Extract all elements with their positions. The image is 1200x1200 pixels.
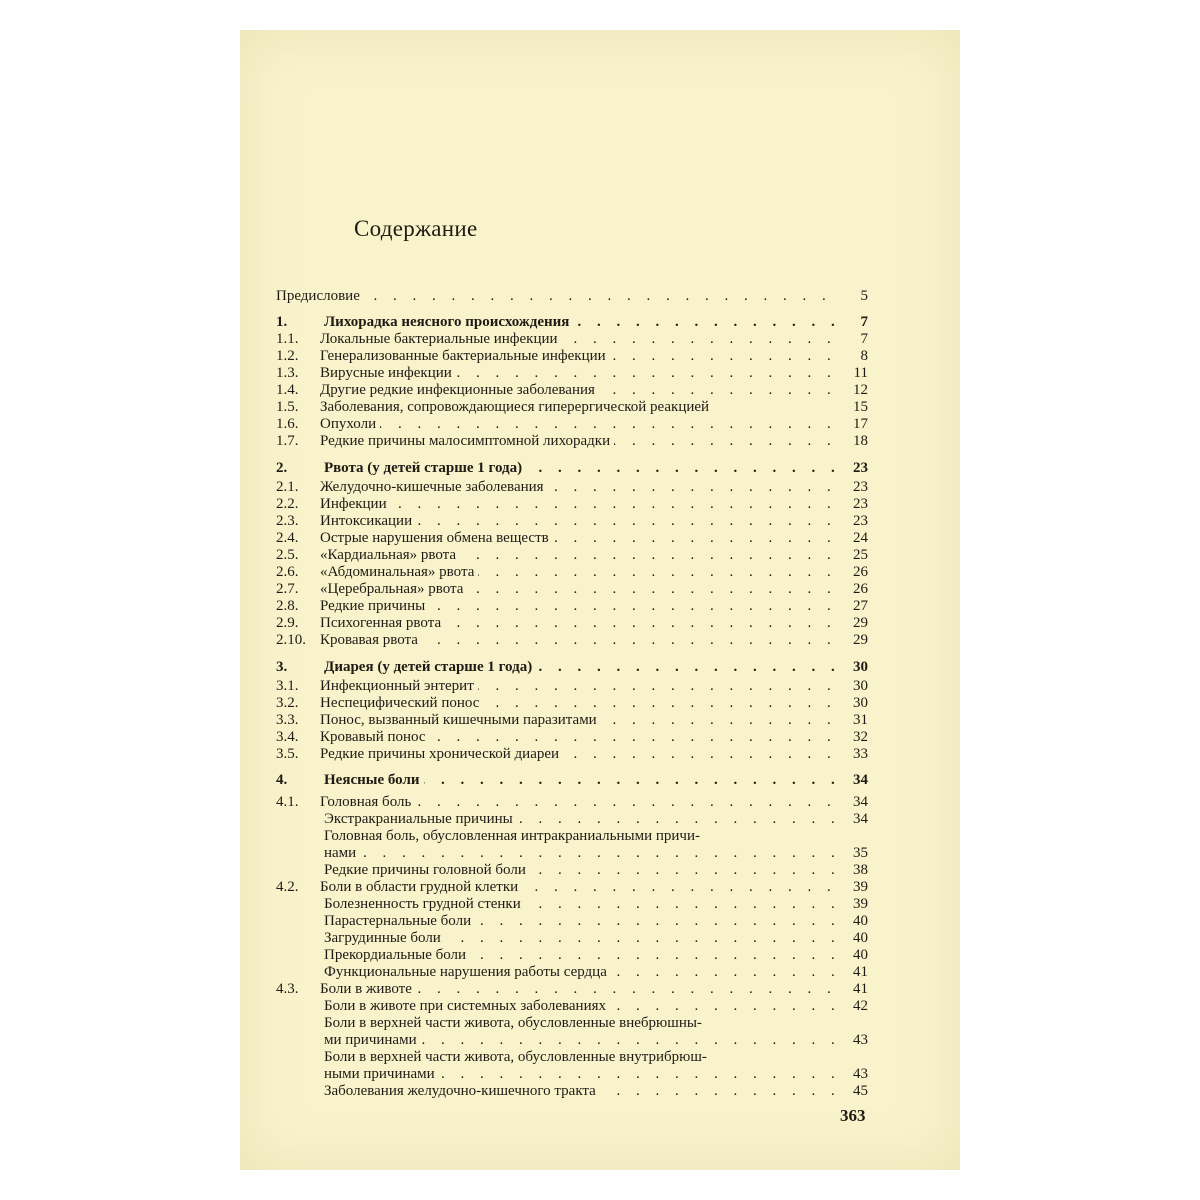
page-title: Содержание [354,216,478,241]
toc-entry: ми причинами . . . 43 [276,1032,868,1049]
toc-entry: 1.4. Другие редкие инфекционные заболевания . . . 12 [276,382,868,399]
toc-entry: Головная боль, обусловленная интракраниальными причи- [276,828,868,845]
toc-entry: Экстракраниальные причины . . . 34 [276,811,868,828]
toc-entry: 2.6. «Абдоминальная» рвота . . . 26 [276,564,868,581]
toc-entry: Болезненность грудной стенки . . . 39 [276,896,868,913]
toc-entry: 2.8. Редкие причины . . . 27 [276,598,868,615]
toc-entry: Прекордиальные боли . . . 40 [276,947,868,964]
toc-chapter: 3. Диарея (у детей старше 1 года) . . . 30 [276,659,868,676]
toc-entry: 3.4. Кровавый понос . . . 32 [276,729,868,746]
toc-entry: 4.2. Боли в области грудной клетки . . . 39 [276,879,868,896]
toc-entry: 1.2. Генерализованные бактериальные инфекции . . . 8 [276,348,868,365]
toc-entry: Боли в животе при системных заболеваниях . . . 42 [276,998,868,1015]
toc-chapter: 2. Рвота (у детей старше 1 года) . . . 23 [276,460,868,477]
toc-entry: 1.3. Вирусные инфекции . . . 11 [276,365,868,382]
toc-entry: Боли в верхней части живота, обусловленные внебрюшны- [276,1015,868,1032]
toc-entry: 2.5. «Кардиальная» рвота . . . 25 [276,547,868,564]
toc-entry: 3.5. Редкие причины хронической диареи . . . 33 [276,746,868,763]
toc-entry: нами . . . 35 [276,845,868,862]
toc-entry: Функциональные нарушения работы сердца . . . 41 [276,964,868,981]
toc-entry: Заболевания желудочно-кишечного тракта . . . 45 [276,1083,868,1100]
toc-entry: Редкие причины головной боли . . . 38 [276,862,868,879]
toc-entry: Боли в верхней части живота, обусловленные внутрибрюш- [276,1049,868,1066]
toc-entry: 3.2. Неспецифический понос . . . 30 [276,695,868,712]
toc-entry: 1.6. Опухоли . . . 17 [276,416,868,433]
toc-entry: 4.1. Головная боль . . . 34 [276,794,868,811]
page-number: 363 [840,1106,866,1125]
toc-entry: 4.3. Боли в животе . . . 41 [276,981,868,998]
toc-entry: 1.1. Локальные бактериальные инфекции . . . 7 [276,331,868,348]
toc-entry: Предисловие . . . 5 [276,288,868,305]
toc-entry: 2.2. Инфекции . . . 23 [276,496,868,513]
toc-entry: ными причинами . . . 43 [276,1066,868,1083]
toc-entry: 2.3. Интоксикации . . . 23 [276,513,868,530]
toc-chapter: 4. Неясные боли . . . 34 [276,772,868,789]
toc-entry: 2.9. Психогенная рвота . . . 29 [276,615,868,632]
toc-entry: 2.1. Желудочно-кишечные заболевания . . . 23 [276,479,868,496]
toc-entry: 3.3. Понос, вызванный кишечными паразитами . . . 31 [276,712,868,729]
toc-entry: 2.10. Кровавая рвота . . . 29 [276,632,868,649]
toc-entry: Загрудинные боли . . . 40 [276,930,868,947]
toc-entry: 1.7. Редкие причины малосимптомной лихорадки . . . 18 [276,433,868,450]
toc-entry: 3.1. Инфекционный энтерит . . . 30 [276,678,868,695]
toc-chapter: 1. Лихорадка неясного происхождения . . . 7 [276,314,868,331]
book-page [240,30,960,1170]
toc-entry: 1.5. Заболевания, сопровождающиеся гиперергической реакцией 15 [276,399,868,415]
toc-entry: 2.4. Острые нарушения обмена веществ . . . 24 [276,530,868,547]
toc-entry: Парастернальные боли . . . 40 [276,913,868,930]
toc-entry: 2.7. «Церебральная» рвота . . . 26 [276,581,868,598]
